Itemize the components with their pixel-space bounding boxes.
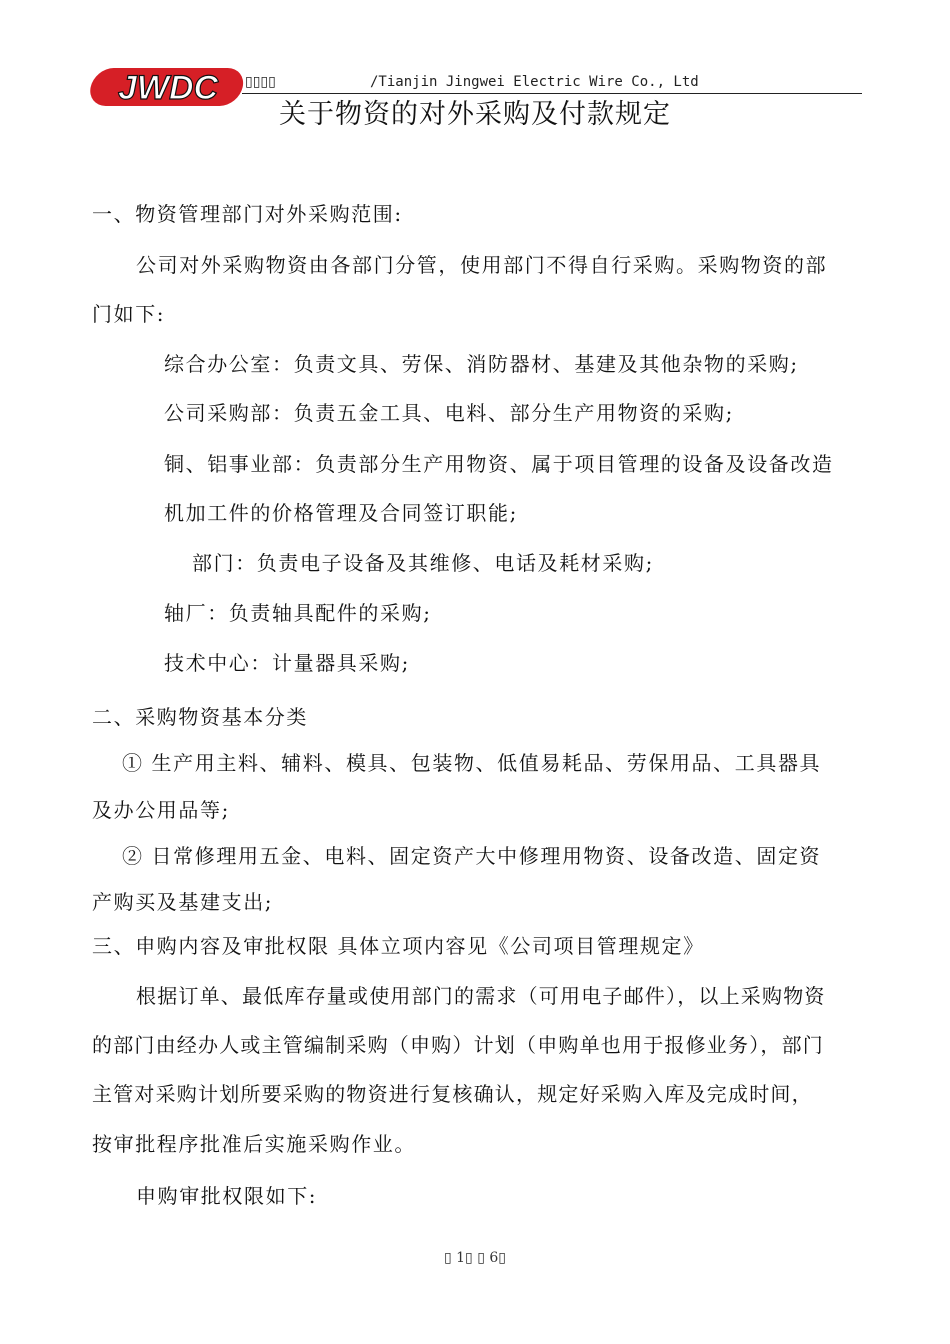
dept-item: 机加工件的价格管理及合同签订职能;	[164, 501, 518, 525]
paragraph-line: 门如下:	[92, 302, 166, 326]
paragraph-line: 根据订单、最低库存量或使用部门的需求（可用电子邮件），以上采购物资	[136, 984, 826, 1008]
dept-item: 综合办公室：负责文具、劳保、消防器材、基建及其他杂物的采购;	[164, 352, 799, 376]
dept-item: 铜、铝事业部：负责部分生产用物资、属于项目管理的设备及设备改造	[164, 452, 834, 476]
section2-heading: 二、采购物资基本分类	[92, 705, 308, 729]
section3-heading: 三、申购内容及审批权限 具体立项内容见《公司项目管理规定》	[92, 934, 705, 958]
dept-item: 部门：负责电子设备及其维修、电话及耗材采购;	[192, 551, 654, 575]
dept-item: 公司采购部：负责五金工具、电料、部分生产用物资的采购;	[164, 401, 734, 425]
paragraph-line: 申购审批权限如下:	[136, 1184, 318, 1208]
dept-item: 轴厂：负责轴具配件的采购;	[164, 601, 432, 625]
category-item: ② 日常修理用五金、电料、固定资产大中修理用物资、设备改造、固定资	[122, 844, 822, 868]
paragraph-line: 的部门由经办人或主管编制采购（申购）计划（申购单也用于报修业务），部门	[92, 1033, 824, 1057]
dept-item: 技术中心：计量器具采购;	[164, 651, 410, 675]
page-number: ▯ 1▯ ▯ 6▯	[444, 1250, 506, 1266]
paragraph-line: 主管对采购计划所要采购的物资进行复核确认，规定好采购入库及完成时间，	[92, 1082, 813, 1106]
paragraph-line: 公司对外采购物资由各部门分管，使用部门不得自行采购。采购物资的部	[136, 253, 828, 277]
category-item: ① 生产用主料、辅料、模具、包装物、低值易耗品、劳保用品、工具器具	[122, 751, 822, 775]
section1-heading: 一、物资管理部门对外采购范围:	[92, 202, 403, 226]
header-company-en: /Tianjin Jingwei Electric Wire Co., Ltd	[370, 74, 699, 90]
category-item: 产购买及基建支出;	[92, 890, 274, 914]
header-company-cn: ▯▯▯▯	[245, 74, 276, 90]
svg-text:JWDC: JWDC	[117, 69, 219, 107]
document-title: 关于物资的对外采购及付款规定	[279, 99, 671, 130]
category-item: 及办公用品等;	[92, 798, 230, 822]
paragraph-line: 按审批程序批准后实施采购作业。	[92, 1132, 416, 1156]
